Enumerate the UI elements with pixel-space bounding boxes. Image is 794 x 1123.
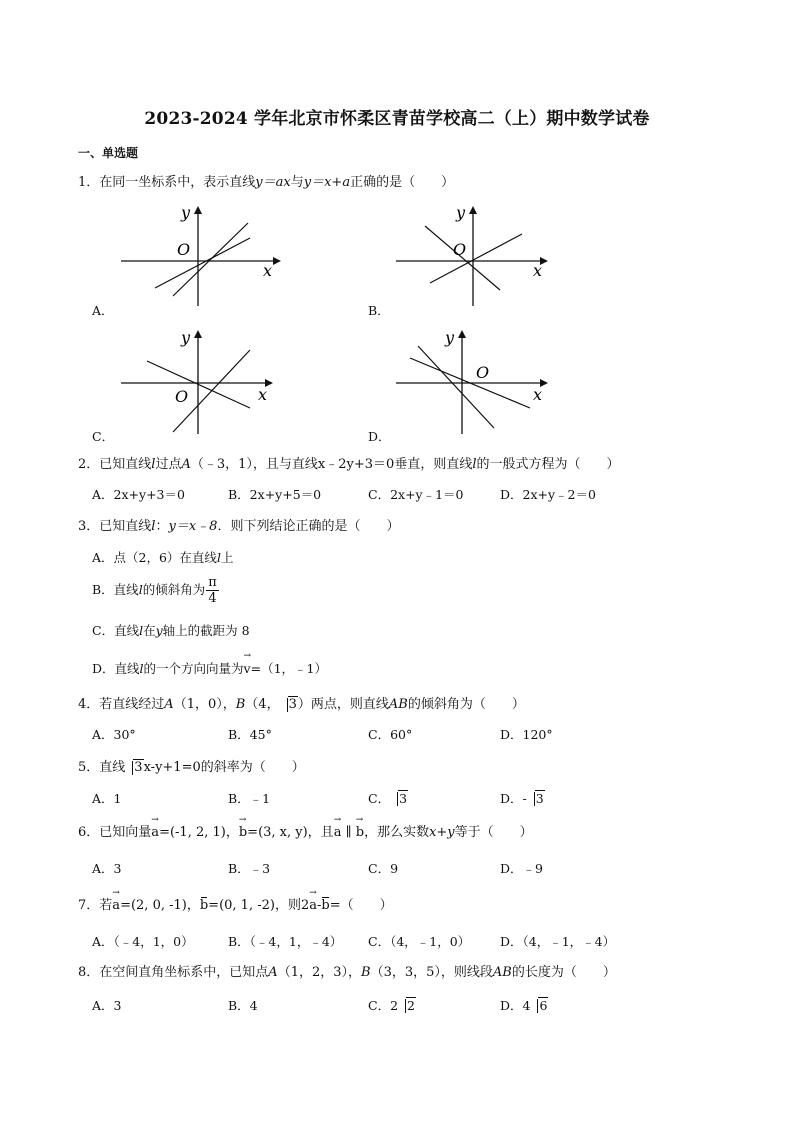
vector-b: b: [199, 898, 209, 913]
line-2: [173, 223, 248, 296]
q6-option-a[interactable]: A．3: [92, 861, 122, 876]
vector-arrow-icon: →: [112, 888, 120, 898]
origin-label: O: [476, 363, 490, 382]
vector-a: → a: [309, 888, 317, 913]
sqrt-3: 3: [390, 790, 408, 808]
y-label: y: [456, 203, 466, 222]
origin-label: O: [177, 240, 191, 259]
q7-option-c[interactable]: C．（4，﹣1，0）: [368, 934, 471, 949]
y-label: y: [445, 328, 455, 347]
q4-option-a[interactable]: A．30°: [92, 727, 136, 742]
q5-option-c[interactable]: C． 3: [368, 791, 408, 806]
vector-b: → b: [355, 815, 365, 840]
vector-b: → b: [238, 815, 248, 840]
question-3: 3．已知直线l：y＝x﹣8．则下列结论正确的是（ ）: [78, 519, 400, 534]
sqrt-2: 2: [398, 997, 416, 1015]
sqrt-3: 3: [527, 790, 545, 808]
q3-option-c[interactable]: C．直线l在y轴上的截距为 8: [92, 623, 250, 638]
q8-option-d[interactable]: D．4 6: [500, 998, 548, 1013]
q4-option-b[interactable]: B．45°: [228, 727, 272, 742]
vector-arrow-icon: →: [355, 815, 364, 825]
graph-a: [115, 198, 285, 308]
y-axis-arrow-icon: [469, 206, 477, 214]
vector-arrow-icon: →: [333, 815, 342, 825]
graph-b: [390, 198, 560, 308]
sqrt-6: 6: [530, 997, 548, 1015]
graph-c: [115, 324, 285, 436]
page-title: 2023-2024 学年北京市怀柔区青苗学校高二（上）期中数学试卷: [144, 109, 650, 129]
question-4: 4．若直线经过A（1，0），B（4， 3）两点，则直线AB的倾斜角为（ ）: [78, 697, 525, 712]
question-5: 5．直线 3x-y+1=0的斜率为（ ）: [78, 760, 305, 775]
vector-arrow-icon: →: [238, 815, 247, 825]
q5-option-a[interactable]: A．1: [92, 791, 122, 806]
q2-option-d[interactable]: D．2x+y﹣2＝0: [500, 487, 596, 502]
line-1: [418, 346, 494, 428]
y-label: y: [181, 203, 191, 222]
vector-b: b: [321, 898, 330, 913]
x-label: x: [533, 261, 543, 280]
q7-option-a[interactable]: A．（﹣4，1，0）: [92, 934, 194, 949]
q8-option-b[interactable]: B．4: [228, 998, 258, 1013]
q5-option-d[interactable]: D．- 3: [500, 791, 544, 806]
y-label: y: [181, 328, 191, 347]
origin-label: O: [453, 240, 467, 259]
vector-a: → a: [333, 815, 342, 840]
q1-option-c[interactable]: C．: [92, 429, 115, 444]
y-axis-arrow-icon: [194, 206, 202, 214]
sqrt-3: 3: [125, 759, 143, 777]
question-1: 1．在同一坐标系中，表示直线y＝ax与y＝x+a正确的是（ ）: [78, 175, 455, 190]
q7-option-d[interactable]: D．（4，﹣1，﹣4）: [500, 934, 616, 949]
x-label: x: [533, 385, 543, 404]
question-7: 7．若 → a=(2, 0, -1)， b=(0, 1, -2)，则2 → a- b=（ ）: [78, 888, 393, 913]
q8-option-c[interactable]: C．2 2: [368, 998, 415, 1013]
q6-option-b[interactable]: B．﹣3: [228, 861, 271, 876]
x-axis-arrow-icon: [273, 257, 281, 265]
question-2: 2．已知直线l过点A（﹣3，1），且与直线x﹣2y+3＝0垂直，则直线l的一般式方程为（ ）: [78, 457, 620, 472]
vector-a: → a: [151, 815, 160, 840]
origin-label: O: [175, 387, 189, 406]
y-axis-arrow-icon: [458, 330, 466, 338]
x-label: x: [263, 261, 273, 280]
q5-option-b[interactable]: B．﹣1: [228, 791, 271, 806]
line-1: [155, 238, 250, 288]
q8-option-a[interactable]: A．3: [92, 998, 122, 1013]
q2-option-b[interactable]: B．2x+y+5＝0: [228, 487, 322, 502]
vector-arrow-icon: →: [151, 815, 159, 825]
sqrt-3: 3: [280, 696, 298, 714]
y-axis-arrow-icon: [194, 330, 202, 338]
question-8: 8．在空间直角坐标系中，已知点A（1，2，3），B（3，3，5），则线段AB的长度为（ ）: [78, 965, 616, 980]
q2-option-c[interactable]: C．2x+y﹣1＝0: [368, 487, 464, 502]
x-label: x: [258, 385, 268, 404]
question-6: 6．已知向量 → a=(-1, 2, 1)， → b=(3, x, y)，且 → a ∥ → b，那么实数x+y等于（ ）: [78, 815, 533, 840]
q7-option-b[interactable]: B．（﹣4，1，﹣4）: [228, 934, 343, 949]
q1-option-a[interactable]: A．: [92, 303, 114, 318]
q4-option-c[interactable]: C．60°: [368, 727, 413, 742]
section-heading: 一、单选题: [78, 146, 139, 160]
q6-option-d[interactable]: D．﹣9: [500, 861, 543, 876]
vector-arrow-icon: →: [243, 651, 252, 661]
q4-option-d[interactable]: D．120°: [500, 727, 553, 742]
graph-d: [390, 324, 560, 436]
q3-option-d[interactable]: D．直线l的一个方向向量为 → v=（1，﹣1）: [92, 651, 327, 676]
q1-option-b[interactable]: B．: [368, 303, 390, 318]
q1-option-d[interactable]: D．: [368, 429, 391, 444]
q2-option-a[interactable]: A．2x+y+3＝0: [92, 487, 185, 502]
q3-option-a[interactable]: A．点（2，6）在直线l上: [92, 550, 234, 565]
vector-a: → a: [112, 888, 121, 913]
vector-arrow-icon: →: [309, 888, 317, 898]
fraction-pi-over-4: $\frac{\pi}{4}$: [208, 575, 217, 606]
vector-v: → v: [243, 651, 252, 676]
q3-option-b[interactable]: B．直线l的倾斜角为 $\frac{\pi}{4}$: [92, 575, 217, 606]
q6-option-c[interactable]: C．9: [368, 861, 399, 876]
